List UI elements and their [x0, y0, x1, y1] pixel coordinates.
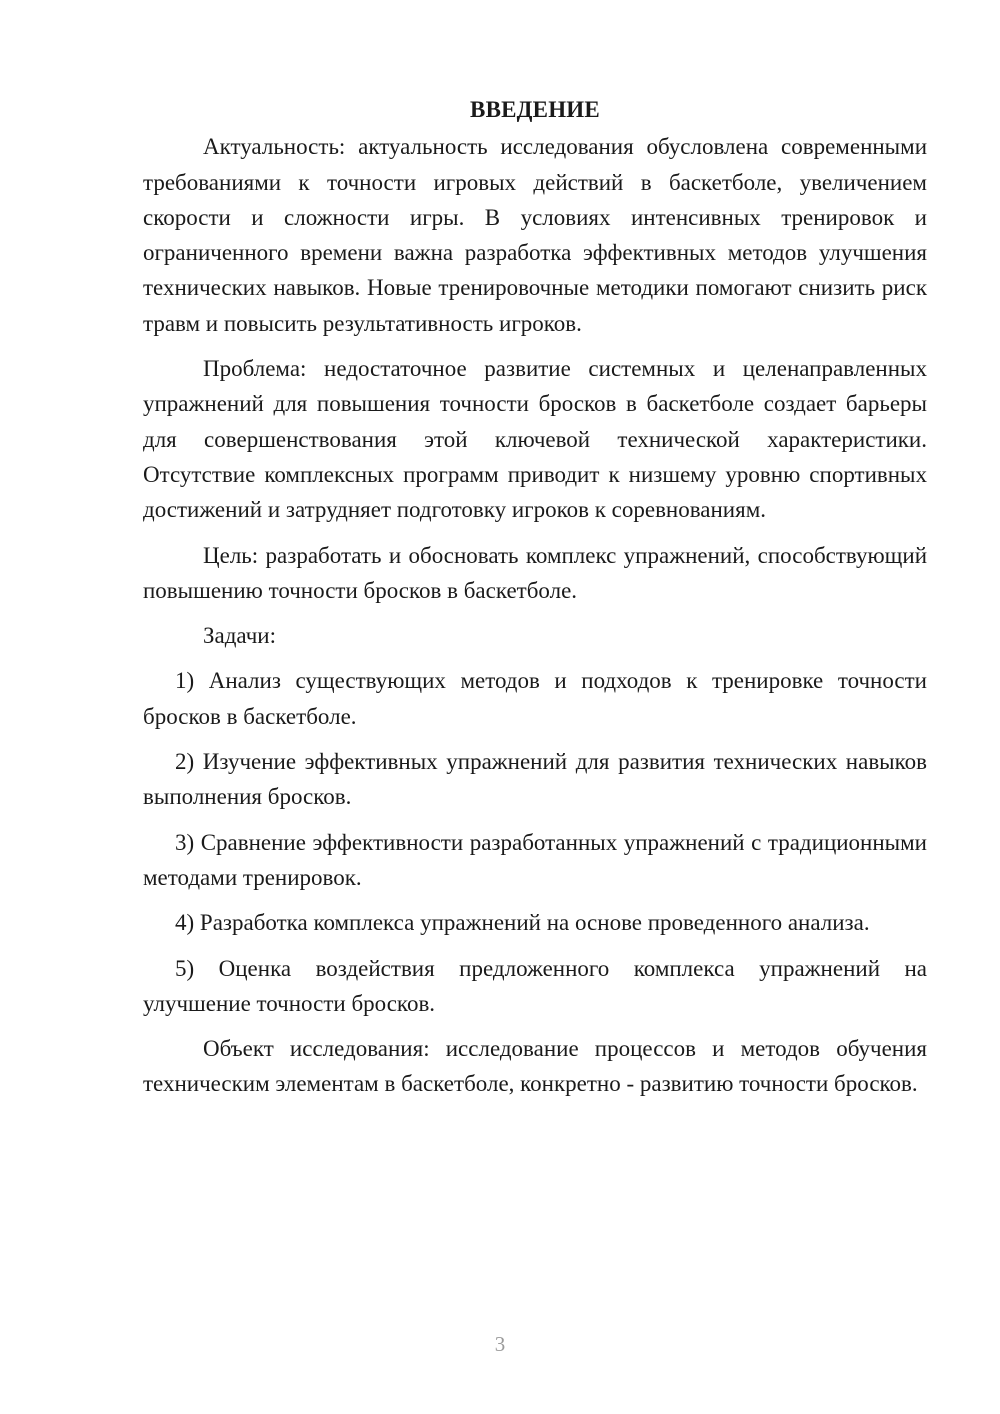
page-number: 3	[494, 1332, 506, 1356]
section-title: ВВЕДЕНИЕ	[470, 97, 600, 122]
relevance-paragraph: Актуальность: актуальность исследования обусловлена современными требованиями к точности игровых действий в баскетболе, увеличением скорости и сложности игры. В условиях интенсивных тренировок и ограниченного времени важна разработка эффективных методов улучшения технических навыков. Новые тренировочные методики помогают снизить риск травм и повысить результативность игроков.	[143, 134, 927, 336]
problem-paragraph: Проблема: недостаточное развитие системных и целенаправленных упражнений для повышения точности бросков в баскетболе создает барьеры для совершенствования этой ключевой технической характеристики. Отсутствие комплексных программ приводит к низшему уровню спортивных достижений и затрудняет подготовку игроков к соревнованиям.	[143, 356, 927, 523]
tasks-list	[143, 663, 927, 1021]
goal-paragraph: Цель: разработать и обосновать комплекс упражнений, способствующий повышению точности бросков в баскетболе.	[143, 542, 927, 603]
list-item: 2) Изучение эффективных упражнений для развития технических навыков выполнения бросков.	[143, 749, 927, 810]
object-paragraph: Объект исследования: исследование процессов и методов обучения техническим элементам в баскетболе, конкретно - развитию точности бросков.	[143, 1036, 927, 1097]
list-item: 1) Анализ существующих методов и подходов к тренировке точности бросков в баскетболе.	[143, 668, 927, 729]
list-item: 4) Разработка комплекса упражнений на основе проведенного анализа.	[175, 910, 870, 936]
tasks-heading: Задачи:	[203, 623, 276, 649]
list-item: 3) Сравнение эффективности разработанных упражнений с традиционными методами тренировок.	[143, 829, 927, 890]
document-body	[143, 92, 927, 1102]
list-item: 5) Оценка воздействия предложенного комплекса упражнений на улучшение точности бросков.	[143, 955, 927, 1016]
